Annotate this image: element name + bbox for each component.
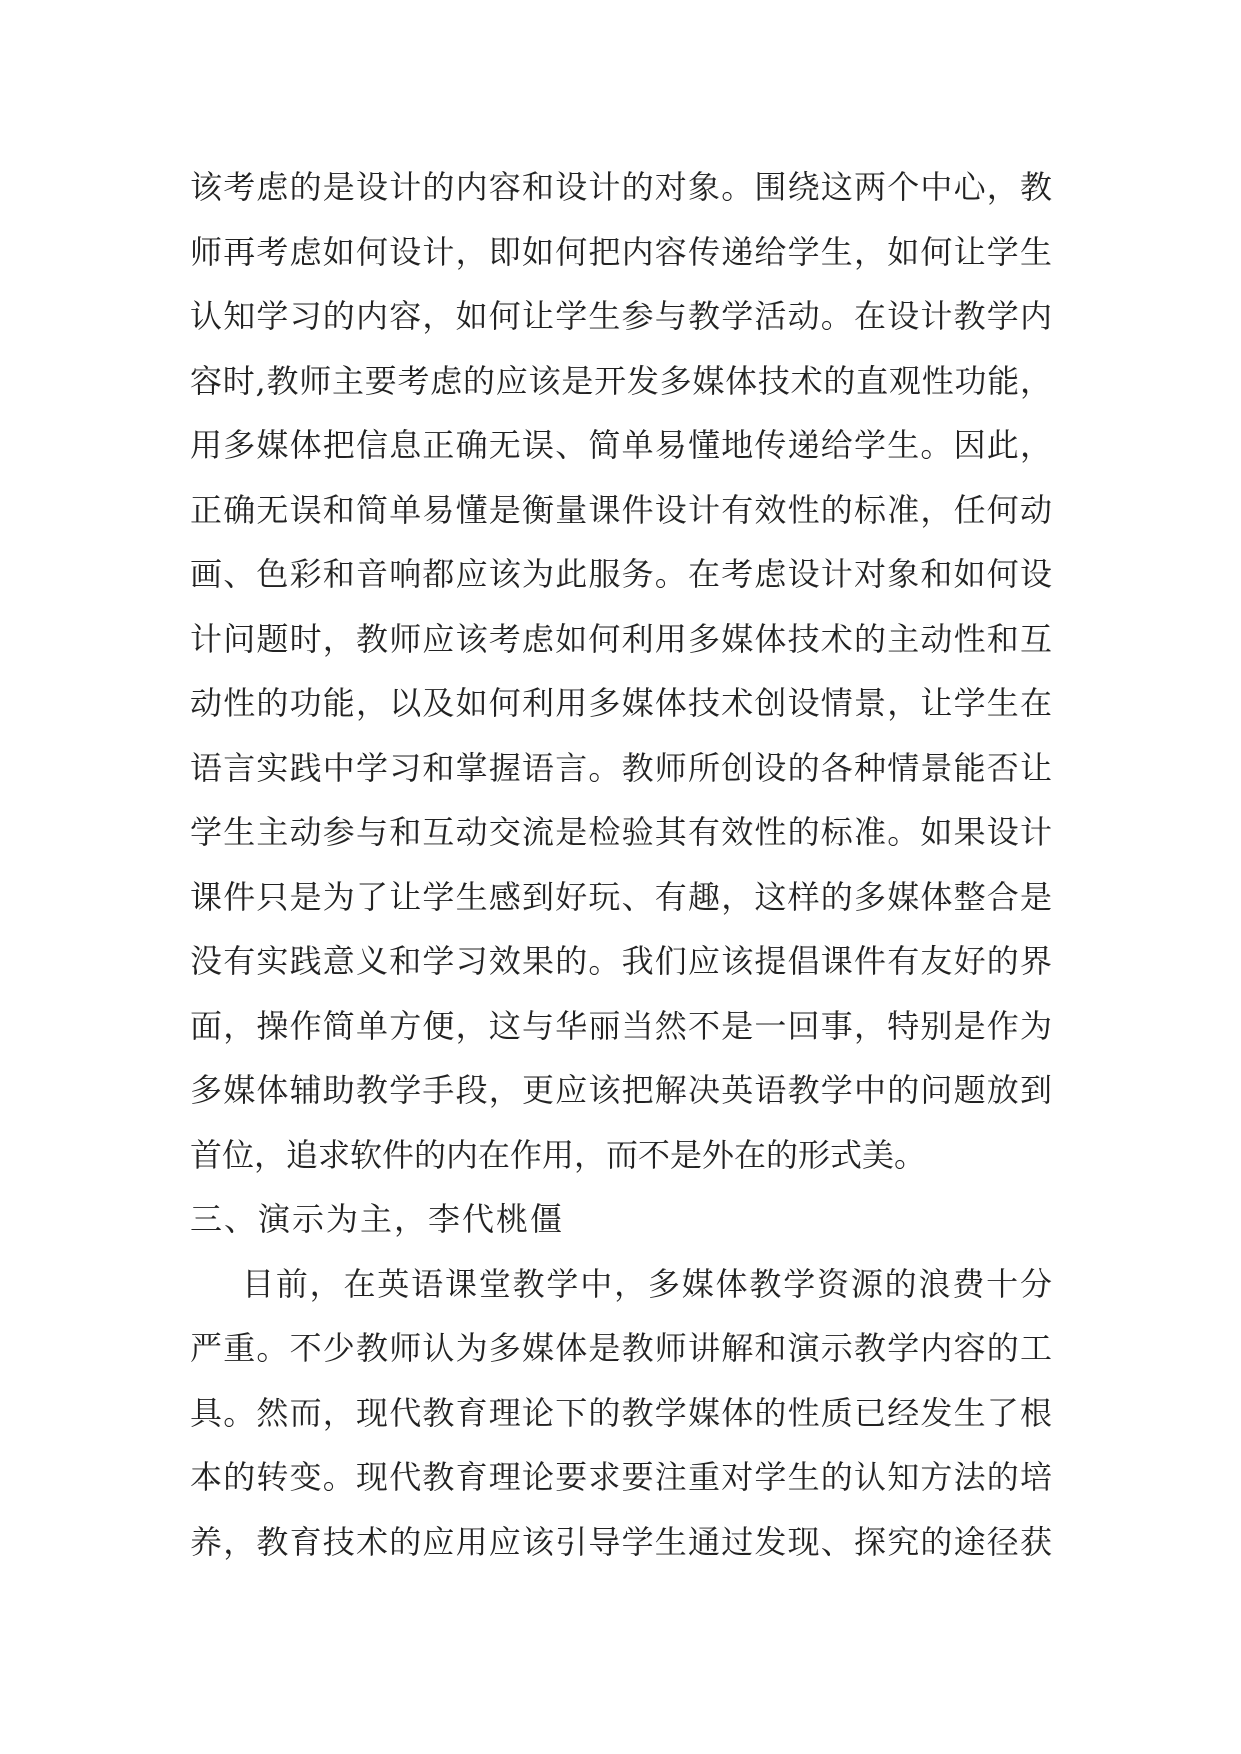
text-line: 认知学习的内容，如何让学生参与教学活动。在设计教学内 — [190, 297, 1052, 335]
text-line: 面，操作简单方便，这与华丽当然不是一回事，特别是作为 — [190, 1006, 1052, 1045]
text-line: 师再考虑如何设计，即如何把内容传递给学生，如何让学生 — [190, 232, 1052, 271]
text-line: 用多媒体把信息正确无误、简单易懂地传递给学生。因此， — [190, 426, 1052, 464]
text-line: 目前，在英语课堂教学中，多媒体教学资源的浪费十分 — [242, 1264, 1052, 1303]
section-heading: 三、演示为主，李代桃僵 — [190, 1200, 565, 1238]
text-line: 学生主动参与和互动交流是检验其有效性的标准。如果设计 — [190, 813, 1052, 851]
text-line: 没有实践意义和学习效果的。我们应该提倡课件有友好的界 — [190, 942, 1052, 980]
text-line: 容时,教师主要考虑的应该是开发多媒体技术的直观性功能， — [190, 361, 1052, 400]
text-line: 养，教育技术的应用应该引导学生通过发现、探究的途径获 — [190, 1522, 1052, 1561]
text-line: 正确无误和简单易懂是衡量课件设计有效性的标准，任何动 — [190, 490, 1052, 529]
text-line: 画、色彩和音响都应该为此服务。在考虑设计对象和如何设 — [190, 555, 1052, 593]
text-line: 计问题时，教师应该考虑如何利用多媒体技术的主动性和互 — [190, 619, 1052, 658]
text-line: 动性的功能，以及如何利用多媒体技术创设情景，让学生在 — [190, 684, 1052, 722]
document-body — [190, 155, 1052, 1574]
text-line: 语言实践中学习和掌握语言。教师所创设的各种情景能否让 — [190, 748, 1052, 787]
text-line: 具。然而，现代教育理论下的教学媒体的性质已经发生了根 — [190, 1393, 1052, 1432]
text-line: 严重。不少教师认为多媒体是教师讲解和演示教学内容的工 — [190, 1329, 1052, 1367]
text-line: 本的转变。现代教育理论要求要注重对学生的认知方法的培 — [190, 1458, 1052, 1496]
text-line: 课件只是为了让学生感到好玩、有趣，这样的多媒体整合是 — [190, 877, 1052, 916]
paragraph-2 — [190, 1252, 1052, 1575]
paragraph-1 — [190, 155, 1052, 1187]
text-line: 该考虑的是设计的内容和设计的对象。围绕这两个中心，教 — [190, 168, 1052, 206]
text-line: 首位，追求软件的内在作用，而不是外在的形式美。 — [190, 1135, 927, 1174]
text-line: 多媒体辅助教学手段，更应该把解决英语教学中的问题放到 — [190, 1071, 1052, 1109]
